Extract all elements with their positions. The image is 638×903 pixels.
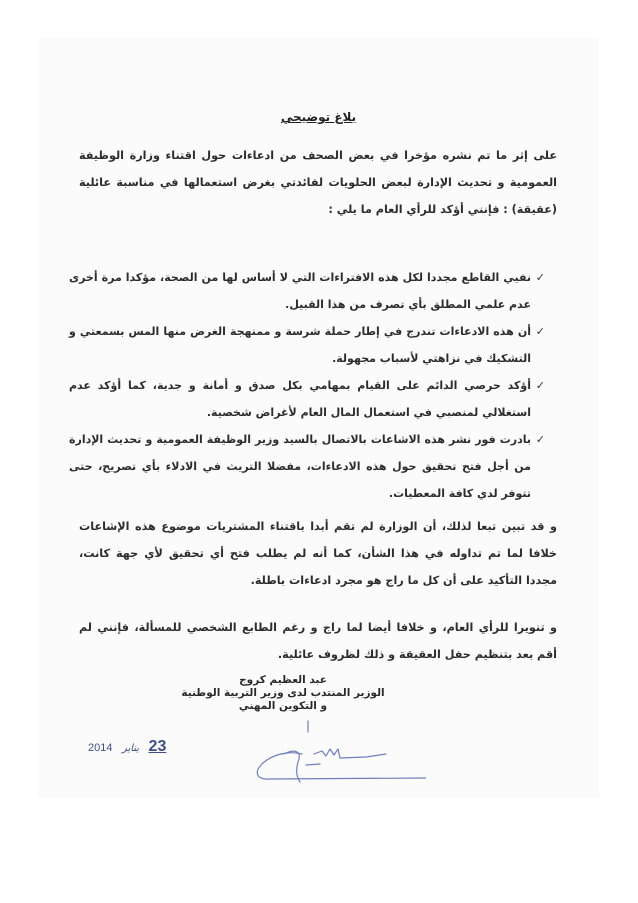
document-title: بلاغ توضيحي bbox=[280, 110, 357, 124]
checkmark-icon: ✓ bbox=[535, 325, 545, 338]
date-year: 2014 bbox=[88, 742, 113, 754]
signatory-name: عبد العظيم كروج bbox=[239, 674, 327, 686]
signatory-block bbox=[178, 674, 388, 713]
signature-stroke-dash bbox=[306, 764, 320, 765]
statement-item bbox=[69, 426, 545, 507]
signatory-title-continued: و التكوين المهني bbox=[238, 700, 328, 712]
intro-paragraph: على إثر ما تم نشره مؤخرا في بعض الصحف من ادعاءات حول اقتناء وزارة الوظيفة العمومية و تحديث الإدارة لبعض الحلويات لفائدتي بغرض استعمالها في مناسبة عائلية (عقيقة) : فإنني أؤكد للرأي العام ما يلي : bbox=[79, 149, 557, 216]
signature-stroke-main bbox=[257, 753, 426, 779]
statement-text: أؤكد حرصي الدائم على القيام بمهامي بكل صدق و أمانة و جدية، كما أؤكد عدم استغلالي لمنصبي في استعمال المال العام لأغراض شخصية. bbox=[69, 379, 531, 419]
signature-stroke-hook bbox=[284, 751, 300, 782]
statement-list bbox=[69, 264, 545, 507]
signatory-title: الوزير المنتدب لدى وزير التربية الوطنية bbox=[181, 687, 385, 699]
statement-item bbox=[69, 318, 545, 372]
handwritten-signature bbox=[226, 718, 426, 798]
clarification-paragraph: و تنويرا للرأي العام، و خلافا أيضا لما راج و رغم الطابع الشخصي للمسألة، فإنني لم أقم بعد بتنظيم حفل العقيقة و ذلك لظروف عائلية. bbox=[79, 621, 557, 661]
scanned-page bbox=[38, 38, 599, 798]
statement-text: نفيي القاطع مجددا لكل هذه الافتراءات التي لا أساس لها من الصحة، مؤكدا مرة أخرى عدم علمي المطلق بأي تصرف من هذا القبيل. bbox=[69, 271, 531, 311]
checkmark-icon: ✓ bbox=[535, 271, 545, 284]
date-stamp bbox=[88, 738, 166, 756]
checkmark-icon: ✓ bbox=[535, 433, 545, 446]
date-day: 23 bbox=[148, 738, 167, 755]
date-month: يناير bbox=[121, 743, 140, 754]
statement-text: أن هذه الادعاءات تندرج في إطار حملة شرسة و ممنهجة الغرض منها المس بسمعتي و التشكيك في نزاهتي لأسباب مجهولة. bbox=[69, 325, 531, 365]
statement-item bbox=[69, 372, 545, 426]
checkmark-icon: ✓ bbox=[535, 379, 545, 392]
findings-paragraph: و قد تبين تبعا لذلك، أن الوزارة لم تقم أبدا باقتناء المشتريات موضوع هذه الإشاعات خلافا لما تم تداوله في هذا الشأن، كما أنه لم يطلب فتح أي تحقيق لأي جهة كانت، مجددا التأكيد على أن كل ما راج هو مجرد ادعاءات باطلة. bbox=[79, 520, 557, 587]
statement-item bbox=[69, 264, 545, 318]
signature-stroke-zigzag bbox=[314, 749, 386, 758]
statement-text: بادرت فور نشر هذه الاشاعات بالاتصال بالسيد وزير الوظيفة العمومية و تحديث الإدارة من أجل فتح تحقيق حول هذه الادعاءات، مفضلا التريث في الادلاء بأي تصريح، حتى تتوفر لدي كافة المعطيات. bbox=[69, 433, 531, 500]
